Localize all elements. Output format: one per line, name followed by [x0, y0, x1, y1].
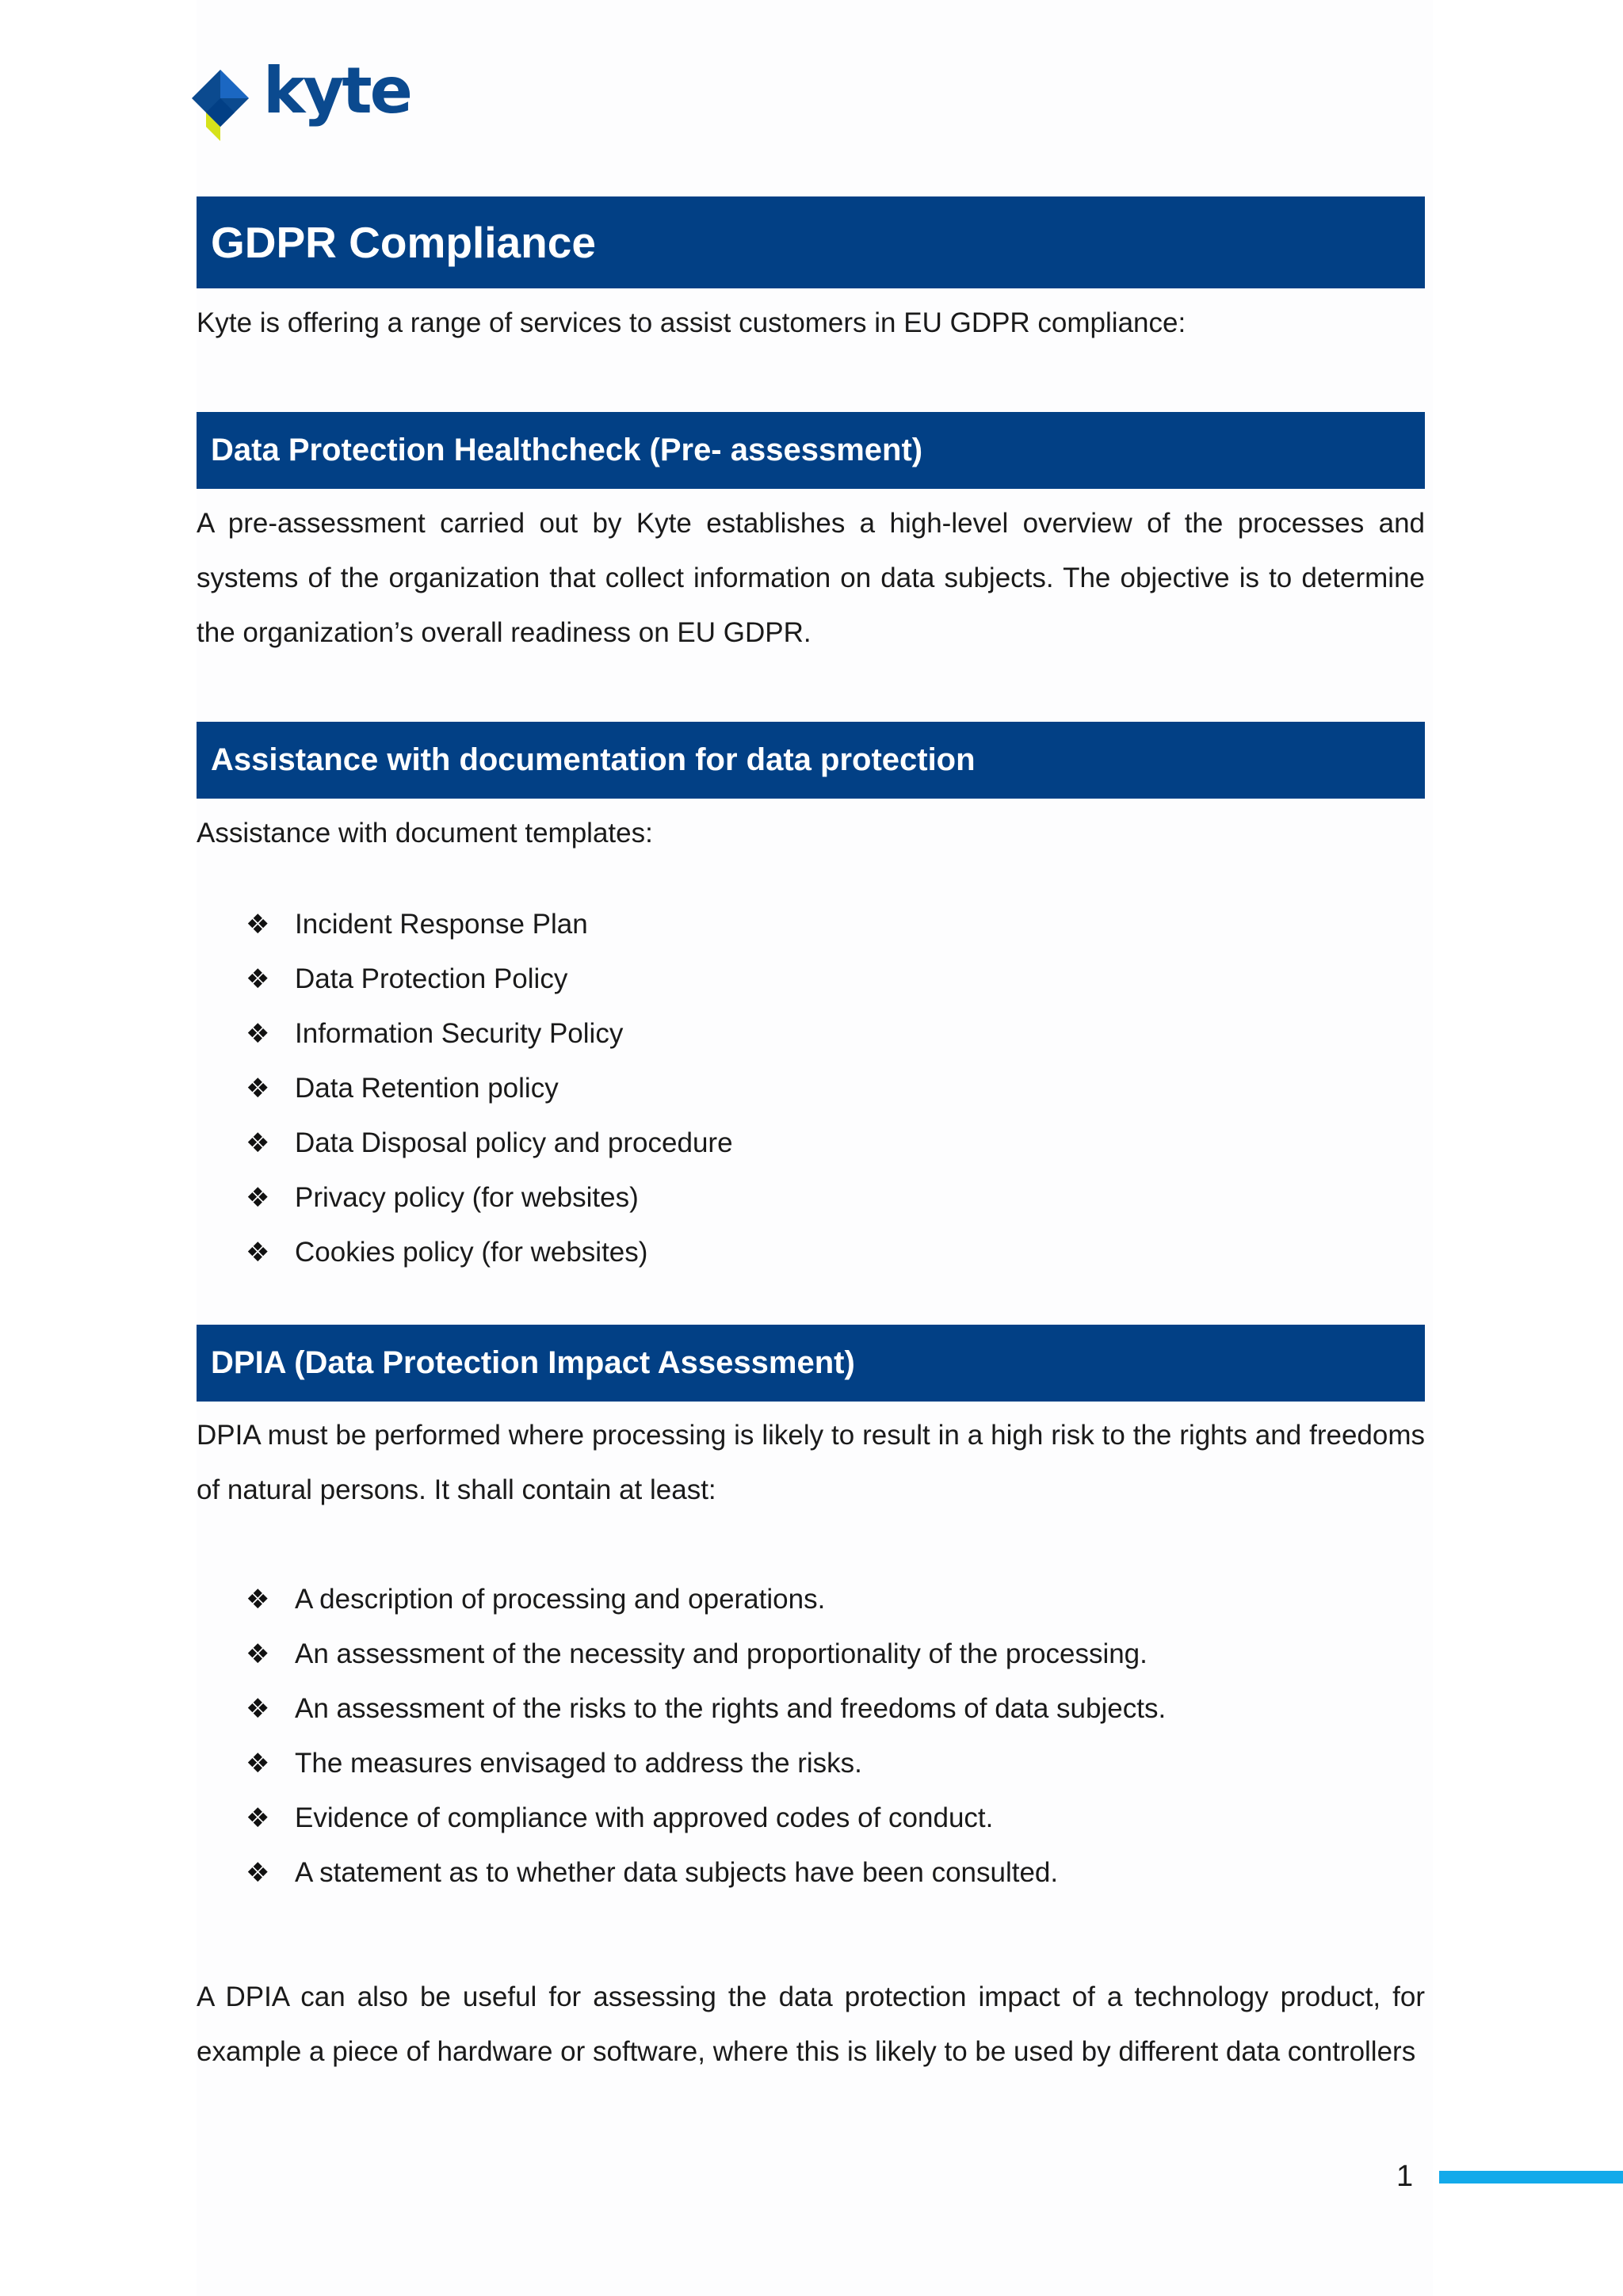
diamond-bullet-icon: ❖: [246, 963, 270, 994]
diamond-bullet-icon: ❖: [246, 1857, 270, 1888]
list-item: [246, 1681, 1166, 1736]
list-item-text: An assessment of the risks to the rights and freedoms of data subjects.: [295, 1693, 1167, 1724]
list-item: [246, 1736, 1166, 1791]
list-item: [246, 1116, 733, 1170]
list-item-text: Data Disposal policy and procedure: [295, 1127, 733, 1158]
diamond-bullet-icon: ❖: [246, 1073, 270, 1104]
dpia-closing-paragraph: A DPIA can also be useful for assessing the data protection impact of a technology product, for example a piece of hardware or software, where this is likely to be used by different data controllers: [197, 1981, 1425, 2067]
diamond-bullet-icon: ❖: [246, 1127, 270, 1158]
diamond-bullet-icon: ❖: [246, 1584, 270, 1615]
list-item: [246, 897, 733, 952]
section-heading-dpia: DPIA (Data Protection Impact Assessment): [197, 1325, 1425, 1402]
page-number: 1: [1396, 2160, 1414, 2193]
page-title: GDPR Compliance: [197, 196, 1425, 288]
diamond-bullet-icon: ❖: [246, 1693, 270, 1724]
list-item-text: Information Security Policy: [295, 1018, 624, 1049]
list-item-text: Data Protection Policy: [295, 963, 568, 994]
list-item-text: A statement as to whether data subjects have been consulted.: [295, 1857, 1059, 1888]
diamond-bullet-icon: ❖: [246, 1182, 270, 1213]
list-item: [246, 1572, 1166, 1627]
list-item-text: Cookies policy (for websites): [295, 1237, 648, 1268]
kyte-logo-wordmark: kyte: [263, 54, 411, 128]
list-item: [246, 1845, 1166, 1900]
list-item: [246, 1006, 733, 1061]
list-item: [246, 952, 733, 1006]
diamond-bullet-icon: ❖: [246, 1638, 270, 1669]
dpia-bullet-list: [246, 1572, 1166, 1900]
documentation-bullet-list: [246, 897, 733, 1280]
list-item: [246, 1791, 1166, 1845]
section-heading-documentation: Assistance with documentation for data protection: [197, 722, 1425, 799]
intro-paragraph: Kyte is offering a range of services to assist customers in EU GDPR compliance:: [197, 307, 1186, 338]
list-item-text: The measures envisaged to address the risks.: [295, 1748, 862, 1779]
list-item: [246, 1170, 733, 1225]
diamond-bullet-icon: ❖: [246, 1802, 270, 1833]
section-heading-healthcheck: Data Protection Healthcheck (Pre- assessment): [197, 412, 1425, 489]
healthcheck-paragraph: A pre-assessment carried out by Kyte establishes a high-level overview of the processes and systems of the organization that collect information on data subjects. The objective is to determine the organization’s overall readiness on EU GDPR.: [197, 508, 1425, 648]
diamond-bullet-icon: ❖: [246, 909, 270, 940]
list-item: [246, 1061, 733, 1116]
documentation-paragraph: Assistance with document templates:: [197, 818, 653, 849]
kyte-logo: [190, 54, 411, 141]
list-item-text: Data Retention policy: [295, 1073, 559, 1104]
list-item-text: An assessment of the necessity and proportionality of the processing.: [295, 1638, 1148, 1669]
diamond-bullet-icon: ❖: [246, 1018, 270, 1049]
list-item: [246, 1225, 733, 1280]
list-item: [246, 1627, 1166, 1681]
list-item-text: A description of processing and operations.: [295, 1584, 826, 1615]
list-item-text: Privacy policy (for websites): [295, 1182, 639, 1213]
dpia-paragraph: DPIA must be performed where processing is likely to result in a high risk to the rights and freedoms of natural persons. It shall contain at least:: [197, 1420, 1425, 1505]
diamond-bullet-icon: ❖: [246, 1748, 270, 1779]
diamond-bullet-icon: ❖: [246, 1237, 270, 1268]
kyte-logo-mark-icon: [190, 65, 262, 141]
page-number-accent-bar: [1439, 2171, 1623, 2183]
list-item-text: Evidence of compliance with approved codes of conduct.: [295, 1802, 994, 1833]
list-item-text: Incident Response Plan: [295, 909, 588, 940]
